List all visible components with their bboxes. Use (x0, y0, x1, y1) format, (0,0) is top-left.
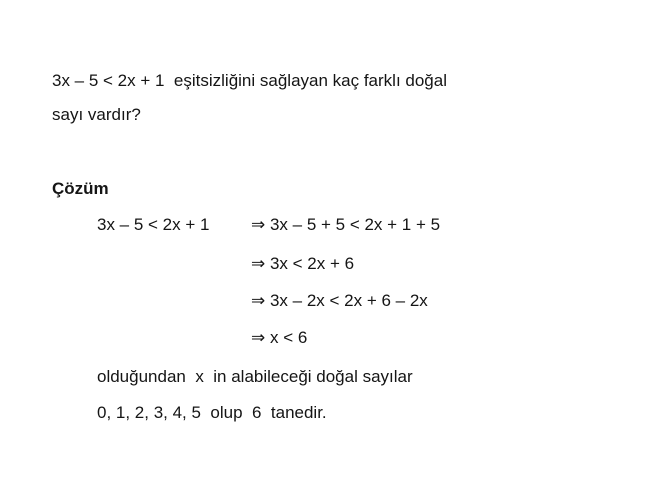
step-1-right: ⇒ 3x – 5 + 5 < 2x + 1 + 5 (251, 215, 441, 234)
step-1-left: 3x – 5 < 2x + 1 (97, 215, 210, 234)
problem-line-2: sayı vardır? (52, 105, 141, 124)
solution-heading: Çözüm (52, 179, 109, 198)
step-4: ⇒ x < 6 (251, 328, 308, 347)
conclusion-line-2: 0, 1, 2, 3, 4, 5 olup 6 tanedir. (97, 403, 327, 422)
problem-line-1: 3x – 5 < 2x + 1 eşitsizliğini sağlayan kaç farklı doğal (52, 71, 447, 90)
conclusion-line-1: olduğundan x in alabileceği doğal sayılar (97, 367, 413, 386)
step-3: ⇒ 3x – 2x < 2x + 6 – 2x (251, 291, 428, 310)
step-2: ⇒ 3x < 2x + 6 (251, 254, 355, 273)
